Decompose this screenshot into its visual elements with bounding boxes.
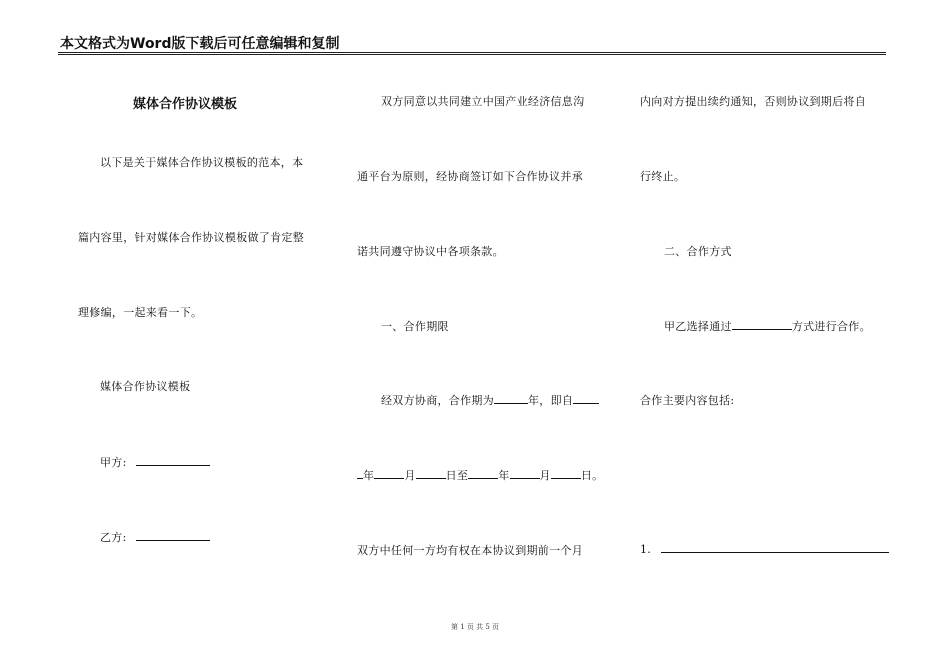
content-item-1 xyxy=(640,542,889,556)
end-year-unit: 年 xyxy=(498,469,510,482)
party-a-blank xyxy=(136,455,210,466)
document-title: 媒体合作协议模板 xyxy=(133,97,238,112)
header-divider-secondary xyxy=(58,54,886,55)
end-day-unit: 日。 xyxy=(580,469,604,482)
purpose-line-1: 双方同意以共同建立中国产业经济信息沟 xyxy=(381,95,585,108)
term-text-a: 经双方协商，合作期为 xyxy=(381,394,494,407)
item-number: 1. xyxy=(640,543,652,556)
purpose-line-3: 诺共同遵守协议中各项条款。 xyxy=(357,245,504,258)
party-a-line xyxy=(100,454,210,470)
term-line-2 xyxy=(357,467,603,483)
method-text-a: 甲乙选择通过 xyxy=(664,320,732,333)
item-1-blank xyxy=(661,542,889,553)
section-heading-term: 一、合作期限 xyxy=(381,320,449,333)
method-text-b: 方式进行合作。 xyxy=(791,320,871,333)
method-blank xyxy=(732,319,792,330)
term-line-1 xyxy=(381,392,599,408)
continuation-line-2: 行终止。 xyxy=(640,170,686,183)
agreement-subtitle: 媒体合作协议模板 xyxy=(100,380,191,393)
page-footer: 第 1 页 共 5 页 xyxy=(450,623,500,631)
start-year-unit: 年 xyxy=(363,469,375,482)
party-b-blank xyxy=(136,530,210,541)
party-a-label: 甲方: xyxy=(100,456,127,469)
content-label: 合作主要内容包括: xyxy=(640,394,735,407)
term-years-blank xyxy=(494,393,528,404)
purpose-line-2: 通平台为原则，经协商签订如下合作协议并承 xyxy=(357,170,583,183)
intro-line-3: 理修编，一起来看一下。 xyxy=(78,306,203,319)
section-heading-method: 二、合作方式 xyxy=(664,245,732,258)
header-divider xyxy=(58,52,886,53)
start-day-to: 日至 xyxy=(445,469,469,482)
party-b-label: 乙方: xyxy=(100,531,127,544)
start-month-unit: 月 xyxy=(404,469,416,482)
intro-line-1: 以下是关于媒体合作协议模板的范本，本 xyxy=(100,156,304,169)
term-text-b: 年，即自 xyxy=(528,394,574,407)
intro-line-2: 篇内容里，针对媒体合作协议模板做了肯定整 xyxy=(78,231,304,244)
end-month-blank xyxy=(510,468,540,479)
end-year-blank xyxy=(468,468,498,479)
start-day-blank xyxy=(416,468,446,479)
party-b-line xyxy=(100,529,210,545)
end-month-unit: 月 xyxy=(539,469,551,482)
end-day-blank xyxy=(551,468,581,479)
header-title: 本文格式为Word版下载后可任意编辑和复制 xyxy=(60,36,340,52)
method-line xyxy=(664,318,871,334)
continuation-line-1: 内向对方提出续约通知，否则协议到期后将自 xyxy=(640,95,866,108)
term-start-blank xyxy=(573,393,599,404)
term-line-3: 双方中任何一方均有权在本协议到期前一个月 xyxy=(357,544,583,557)
start-month-blank xyxy=(374,468,404,479)
